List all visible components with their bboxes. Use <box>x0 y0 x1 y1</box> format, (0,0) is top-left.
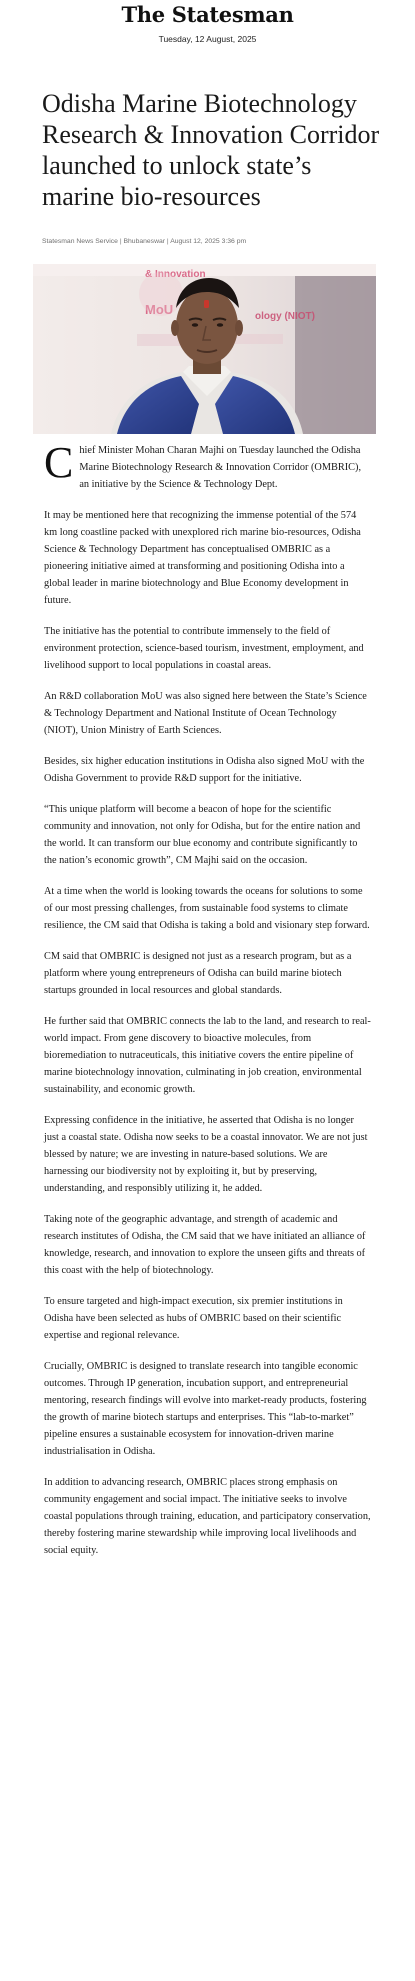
article-paragraph: In addition to advancing research, OMBRIC places strong emphasis on community engagement and social impact. The initiative seeks to involve coastal populations through training, education, and participatory conservation, thereby fostering marine stewardship while improving local livelihoods and social equity. <box>44 1477 371 1556</box>
backdrop-text-1: & Innovation <box>145 269 206 280</box>
backdrop-text-3: ology (NIOT) <box>255 311 315 322</box>
article-headline: Odisha Marine Biotechnology Research & Innovation Corridor launched to unlock state’s marine bio-resources <box>42 89 380 211</box>
masthead <box>0 0 415 44</box>
edition-date: Tuesday, 12 August, 2025 <box>158 34 257 44</box>
article-paragraph: Crucially, OMBRIC is designed to translate research into tangible economic outcomes. Through IP generation, incubation support, and entrepreneurial mentoring, research findings will evolve into market-ready products, fostering the growth of marine biotech startups and enterprises. This “lab-to-market” pipeline ensures a sustainable ecosystem for innovation-driven marine industrialisation in Odisha. <box>44 1361 367 1457</box>
article-paragraph: Besides, six higher education institutions in Odisha also signed MoU with the Odisha Government to provide R&D support for the initiative. <box>44 756 365 784</box>
drop-cap: C <box>44 438 74 487</box>
article-paragraph: Expressing confidence in the initiative, he asserted that Odisha is no longer just a coastal state. Odisha now seeks to be a coastal innovator. We are not just blessed by nature; we are investing in nature-based solutions. We are harnessing our biodiversity not by exploiting it, but by preserving, understanding, and responsibly utilizing it, he added. <box>44 1115 368 1194</box>
article-body <box>44 438 371 1559</box>
article-paragraph: “This unique platform will become a beacon of hope for the scientific community and innovation, not only for Odisha, but for the entire nation and the world. It can transform our blue economy and contribute significantly to the nation’s economic growth”, CM Majhi said on the occasion. <box>44 804 361 866</box>
article-paragraph: Taking note of the geographic advantage, and strength of academic and research institutes of Odisha, the CM said that we have initiated an alliance of knowledge, research, and innovation to explore the unseen gifts and threats of this coast with the help of biotechnology. <box>44 1214 366 1276</box>
article-paragraph: Chief Minister Mohan Charan Majhi on Tuesday launched the Odisha Marine Biotechnology Research & Innovation Corridor (OMBRIC), an initiative by the Science & Technology Dept. <box>44 438 362 490</box>
article-paragraph: He further said that OMBRIC connects the lab to the land, and research to real-world impact. From gene discovery to bioactive molecules, from bioremediation to nutraceuticals, this initiative covers the entire pipeline of marine biotechnology innovation, culminating in job creation, environmental sustainability, and economic growth. <box>44 1016 371 1095</box>
statesman-logo[interactable]: The Statesman <box>121 2 294 27</box>
article-paragraph: CM said that OMBRIC is designed not just as a research program, but as a platform where young entrepreneurs of Odisha can build marine biotech startups grounded in local resources and global standards. <box>44 951 352 996</box>
article-paragraph: An R&D collaboration MoU was also signed here between the State’s Science & Technology Department and National Institute of Ocean Technology (NIOT), Union Ministry of Earth Sciences. <box>44 691 367 736</box>
article-paragraph: The initiative has the potential to contribute immensely to the field of environment protection, science-based tourism, investment, employment, and livelihood support to local populations in coastal areas. <box>44 626 364 671</box>
article-paragraph: To ensure targeted and high-impact execution, six premier institutions in Odisha have been selected as hubs of OMBRIC based on their scientific expertise and regional relevance. <box>44 1296 343 1341</box>
article-paragraph: At a time when the world is looking towards the oceans for solutions to some of our most pressing challenges, from sustainable food systems to climate resilience, the CM said that Odisha is taking a bold and visionary step forward. <box>44 886 370 931</box>
article-byline: Statesman News Service | Bhubaneswar | August 12, 2025 3:36 pm <box>42 238 247 245</box>
article-paragraph: It may be mentioned here that recognizing the immense potential of the 574 km long coastline packed with unexplored rich marine bio-resources, Odisha Science & Technology Department has conceptualised OMBRIC as a pioneering initiative aimed at transforming and positioning Odisha into a global leader in marine biotechnology and Blue Economy development in future. <box>44 510 361 606</box>
backdrop-text-2: MoU <box>145 302 174 317</box>
article-photo <box>33 264 376 434</box>
